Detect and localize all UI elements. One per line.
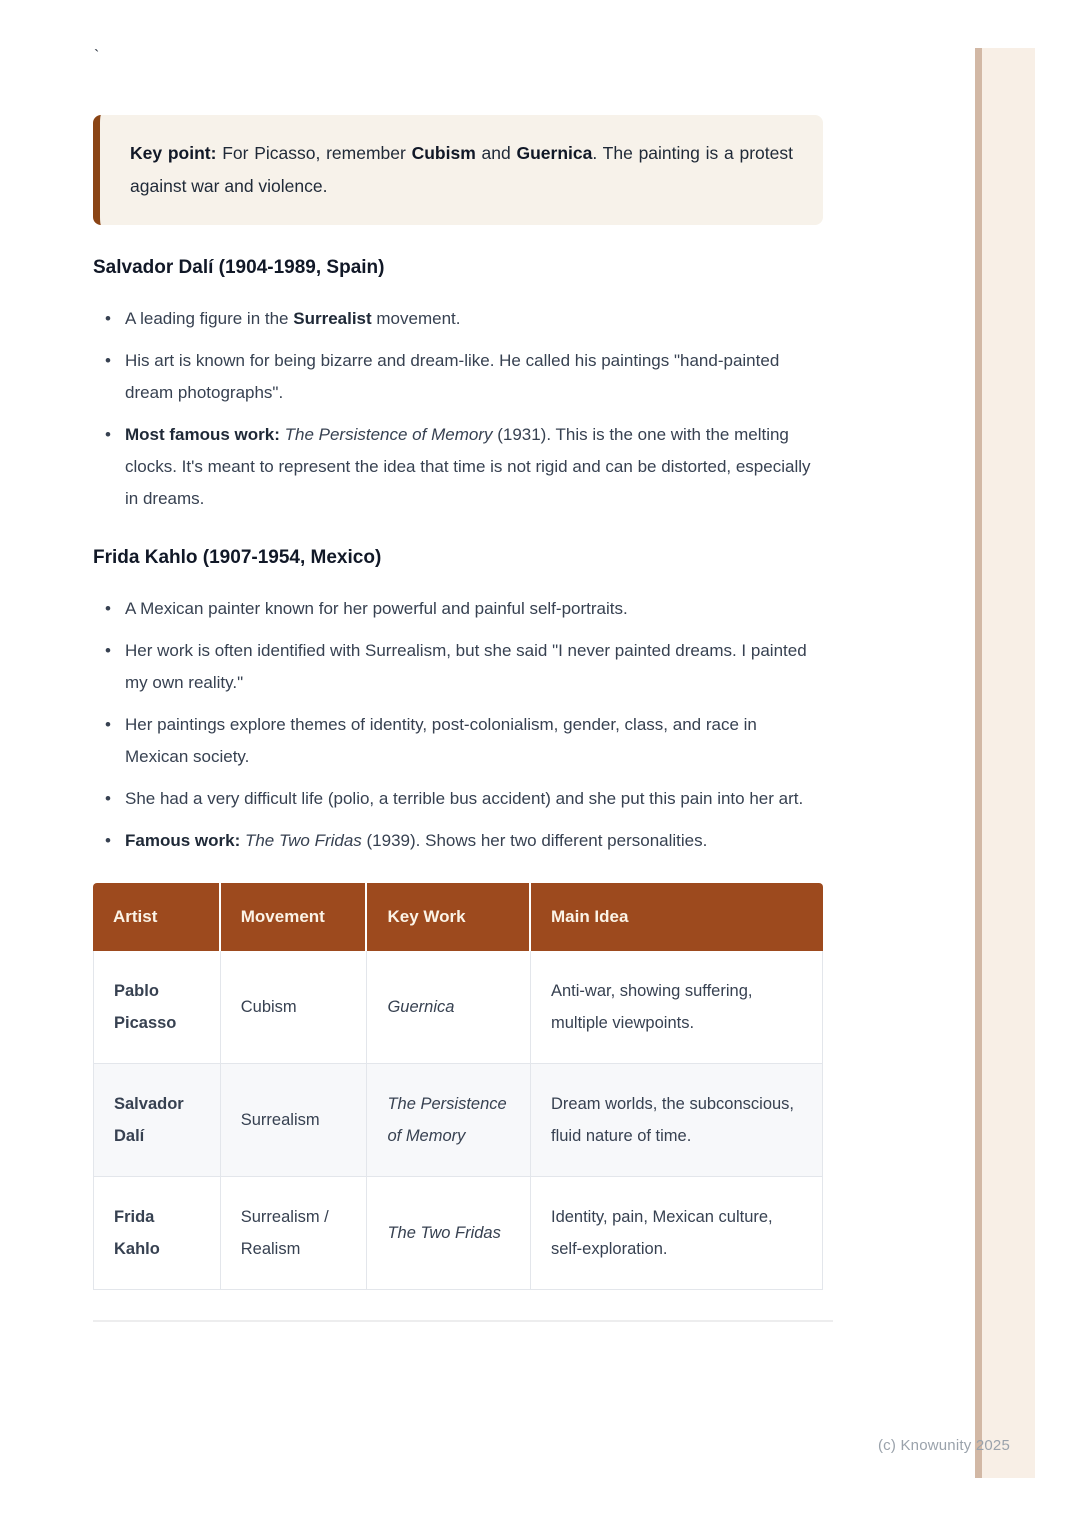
text-run: . The painting is a protest against war and violence.: [130, 143, 793, 196]
bullet-item: [125, 345, 823, 409]
text-run: and: [475, 143, 517, 163]
bullet-item: [125, 593, 823, 625]
text-run: movement.: [371, 309, 461, 328]
table-row: [93, 951, 823, 1064]
text-run: Most famous work:: [125, 425, 285, 444]
column-header: Artist: [93, 883, 221, 951]
bullet-item: [125, 419, 823, 515]
cell-movement: Cubism: [221, 951, 368, 1064]
text-run: Famous work:: [125, 831, 245, 850]
bullet-item: [125, 825, 823, 857]
bullet-item: [125, 303, 823, 335]
bullet-item: [125, 783, 823, 815]
bullet-item: [125, 709, 823, 773]
content-column: [93, 0, 823, 1322]
cell-mainidea: Anti-war, showing suffering, multiple viewpoints.: [531, 951, 823, 1064]
text-run: The Two Fridas: [244, 831, 362, 850]
text-run: Key point:: [130, 143, 217, 163]
section-heading: Frida Kahlo (1907-1954, Mexico): [93, 547, 382, 568]
bullet-item: [125, 635, 823, 699]
bullet-list: [93, 303, 823, 515]
column-header: Movement: [221, 883, 368, 951]
cell-keywork: Guernica: [367, 951, 531, 1064]
sections-container: [93, 255, 823, 857]
text-run: His art is known for being bizarre and dream-like. He called his paintings "hand-painted dream photographs".: [125, 351, 780, 402]
text-run: Her paintings explore themes of identity, post-colonialism, gender, class, and race in Mexican society.: [125, 715, 757, 766]
cell-mainidea: Identity, pain, Mexican culture, self-exploration.: [531, 1177, 823, 1290]
bottom-divider: [93, 1320, 833, 1322]
text-run: A leading figure in the: [125, 309, 294, 328]
table-header-row: [93, 883, 823, 951]
text-run: Guernica: [516, 143, 593, 163]
text-run: The Persistence of Memory: [284, 425, 493, 444]
text-run: (1939). Shows her two different personalities.: [361, 831, 708, 850]
text-run: A Mexican painter known for her powerful and painful self-portraits.: [125, 599, 628, 618]
text-run: Cubism: [411, 143, 476, 163]
cell-movement: Surrealism: [221, 1064, 368, 1177]
cell-artist: Pablo Picasso: [93, 951, 221, 1064]
column-header: Main Idea: [531, 883, 823, 951]
page-edge-strip: [975, 48, 1035, 1478]
section-heading: Salvador Dalí (1904-1989, Spain): [93, 257, 385, 278]
text-run: Her work is often identified with Surrealism, but she said "I never painted dreams. I painted my own reality.": [125, 641, 807, 692]
key-point-text: [130, 137, 793, 203]
cell-movement: Surrealism / Realism: [221, 1177, 368, 1290]
cell-artist: Salvador Dalí: [93, 1064, 221, 1177]
cell-mainidea: Dream worlds, the subconscious, fluid nature of time.: [531, 1064, 823, 1177]
copyright-footer: (c) Knowunity 2025: [877, 1437, 1010, 1454]
cell-keywork: The Persistence of Memory: [367, 1064, 531, 1177]
cell-keywork: The Two Fridas: [367, 1177, 531, 1290]
text-run: She had a very difficult life (polio, a terrible bus accident) and she put this pain into her art.: [125, 789, 804, 808]
artists-comparison-table: [93, 883, 823, 1290]
text-run: Surrealist: [293, 309, 372, 328]
text-run: (1931). This is the one with the melting clocks. It's meant to represent the idea that time is not rigid and can be distorted, especially in dreams.: [125, 425, 811, 508]
key-point-callout: [93, 115, 823, 225]
text-run: For Picasso, remember: [216, 143, 412, 163]
column-header: Key Work: [367, 883, 531, 951]
table-row: [93, 1064, 823, 1177]
stray-backtick: `: [94, 48, 100, 65]
section: [93, 255, 823, 515]
table-body: [93, 951, 823, 1290]
section: [93, 545, 823, 857]
bullet-list: [93, 593, 823, 857]
cell-artist: Frida Kahlo: [93, 1177, 221, 1290]
table-row: [93, 1177, 823, 1290]
